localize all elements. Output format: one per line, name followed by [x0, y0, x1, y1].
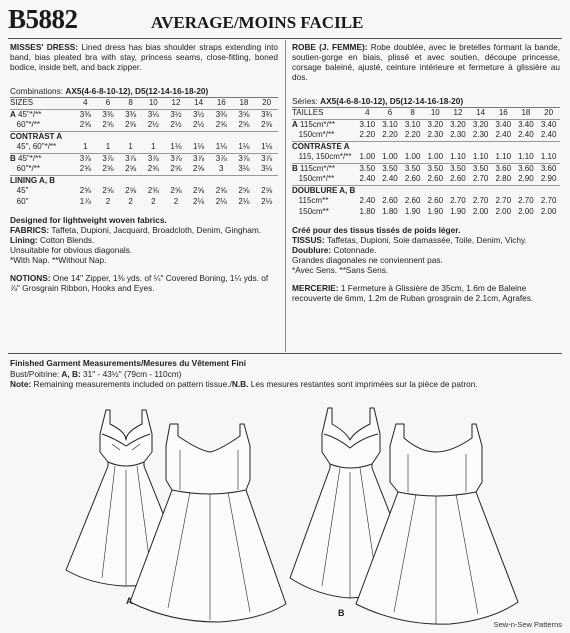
yardage-cell: 3⅜ — [97, 109, 120, 120]
yardage-cell: 2⅝ — [193, 186, 205, 195]
notions-text-fr: 1 Fermeture à Glissière de 35cm, 1.6m de Baleine recouverte de 6mm, 1.2m de Ruban grosgrain de 2.1cm, Agrafes. — [292, 283, 534, 303]
yardage-row — [10, 120, 278, 131]
yardage-cell: 3⅞ — [233, 153, 256, 164]
size-col-header: 14 — [194, 98, 204, 107]
fabrics — [10, 225, 278, 245]
section-title-row — [292, 141, 560, 152]
yardage-cell: 2 — [151, 196, 156, 206]
yardage-cell: 3⅞ — [142, 153, 165, 164]
yardage-cell: 2.60 — [382, 196, 398, 205]
yardage-cell: 2⅝ — [147, 186, 159, 195]
yardage-cell: 2.70 — [450, 196, 466, 205]
yardage-cell: 2½ — [170, 120, 182, 129]
yardage-cell: 3⅞ — [97, 153, 120, 164]
yardage-cell: 2⅝ — [125, 186, 137, 195]
yardage-cell: 1⅛ — [215, 142, 227, 151]
yardage-cell: 1.00 — [427, 152, 444, 161]
yardage-cell: 2⅝ — [147, 164, 159, 173]
yardage-cell: 2⅝ — [125, 164, 137, 173]
row-label — [292, 152, 356, 163]
description — [10, 42, 278, 72]
yardage-cell: 3.50 — [447, 163, 470, 174]
yardage-cell: 3.40 — [515, 119, 538, 130]
designed-for-fr: Créé pour des tissus tissés de poids léger. — [292, 225, 461, 235]
yardage-cell: 1.10 — [518, 152, 534, 161]
yardage-cell: 3.10 — [401, 119, 424, 130]
yardage-cell: 1.10 — [450, 152, 466, 161]
view-letter: B — [10, 153, 16, 163]
unsuitable-note-fr: Grandes diagonales ne conviennent pas. — [292, 255, 443, 265]
english-column — [10, 42, 278, 293]
yardage-cell: 2.90 — [518, 174, 534, 183]
yardage-cell: 3⅝ — [233, 109, 256, 120]
yardage-cell: 3.60 — [515, 163, 538, 174]
yardage-cell: 1.90 — [404, 206, 421, 216]
fabric-width: 60" — [16, 196, 29, 206]
yardage-cell: 2.40 — [495, 130, 512, 139]
bust-label: Bust/Poitrine: — [10, 368, 60, 379]
yardage-cell: 3½ — [187, 109, 210, 120]
section-title-row — [10, 175, 278, 186]
yardage-cell: 3⅞ — [165, 153, 188, 164]
yardage-cell: 1 — [128, 142, 133, 151]
notions-text: One 14" Zipper, 1⅜ yds. of ¼" Covered Boning, 1¼ yds. of ⅞" Grosgrain Ribbon, Hooks and Eyes. — [10, 273, 269, 293]
fabric-width: 115cm** — [298, 196, 329, 205]
description-title-fr: ROBE (J. FEMME): — [292, 42, 368, 52]
sizes-label: TAILLES — [292, 108, 324, 117]
yardage-cell: 3⅜ — [119, 109, 142, 120]
fabric-width: 150cm** — [298, 206, 329, 216]
row-label — [292, 163, 356, 174]
combinations-value-fr: AX5(4-6-8-10-12), D5(12-14-16-18-20) — [320, 96, 464, 106]
fabric-width: 60"*/** — [16, 164, 40, 173]
row-label — [10, 109, 74, 120]
yardage-cell: 1 — [151, 142, 156, 151]
yardage-cell: 2.60 — [427, 174, 444, 183]
yardage-cell: 2⅝ — [261, 186, 273, 195]
fabric-width: 115cm*/** — [300, 163, 335, 173]
size-col-header: 10 — [430, 108, 440, 117]
sizes-label: SIZES — [10, 98, 34, 107]
row-label — [10, 197, 74, 208]
fabric-width: 150cm*/** — [298, 130, 335, 139]
note-fr-text: Les mesures restantes sont imprimées sur la pièce de patron. — [248, 379, 478, 389]
section-title-row — [292, 185, 560, 196]
row-label — [10, 153, 74, 164]
yardage-cell: 3.10 — [356, 119, 379, 130]
view-letter: B — [292, 163, 298, 173]
size-col-header: 16 — [498, 108, 508, 117]
yardage-cell: 3.50 — [424, 163, 447, 174]
size-col-header: 8 — [410, 108, 415, 117]
lining-label-fr: Doublure: — [292, 245, 332, 255]
notions-fr — [292, 283, 560, 303]
size-col-header: 8 — [128, 98, 133, 107]
view-b-label: B — [338, 608, 345, 618]
row-label — [292, 207, 356, 218]
yardage-cell: 2.70 — [518, 196, 534, 205]
yardage-cell: 2⅝ — [170, 164, 182, 173]
yardage-cell: 2.20 — [382, 130, 398, 139]
yardage-cell: 1.10 — [472, 152, 489, 161]
yardage-cell: 2.00 — [495, 206, 512, 216]
section-rule — [8, 353, 562, 354]
yardage-cell: 2⅝ — [125, 120, 137, 129]
yardage-row — [292, 119, 560, 130]
view-letter: A — [10, 109, 16, 119]
row-label — [292, 174, 356, 185]
fabrics-text: Taffeta, Dupioni, Jacquard, Broadcloth, Denim, Gingham. — [49, 225, 262, 235]
row-label — [292, 196, 356, 207]
yardage-cell: 2⅝ — [79, 186, 91, 195]
yardage-cell: 1⅞ — [79, 196, 91, 206]
yardage-cell: 2⅛ — [261, 196, 273, 206]
yardage-cell: 2⅛ — [215, 196, 227, 206]
yardage-cell: 2.60 — [404, 174, 421, 183]
note-text: Remaining measurements included on pattern tissue./ — [31, 379, 232, 389]
yardage-cell: 3.20 — [469, 119, 492, 130]
row-label — [10, 164, 74, 175]
bust-measurement — [10, 369, 562, 380]
yardage-cell: 2.80 — [495, 174, 512, 183]
description-text-fr: Robe doublée, avec le bretelles formant la bande, soutien-gorge en biais, plissé et avec soutien, découpe princesse, corsage baleiné, ajusté, ceinture intérieure et fermeture à glissière au dos. — [292, 42, 560, 82]
yardage-cell: 1.00 — [382, 152, 398, 161]
yardage-cell: 3⅞ — [255, 153, 278, 164]
yardage-table — [10, 98, 278, 207]
yardage-cell: 1 — [105, 142, 111, 151]
description-title: MISSES' DRESS: — [10, 42, 79, 52]
fabrics-fr — [292, 235, 560, 255]
yardage-cell: 3.20 — [424, 119, 447, 130]
row-label — [10, 142, 74, 153]
yardage-cell: 2.40 — [518, 130, 534, 139]
yardage-cell: 2⅝ — [261, 120, 273, 129]
yardage-cell: 3.40 — [492, 119, 515, 130]
yardage-cell: 2.30 — [472, 130, 489, 139]
unsuitable-note: Unsuitable for obvious diagonals. — [10, 245, 133, 255]
yardage-cell: 2⅛ — [193, 196, 205, 206]
yardage-cell: 2 — [173, 196, 179, 206]
combinations-fr — [292, 96, 560, 108]
fabrics-label: FABRICS: — [10, 225, 50, 235]
yardage-cell: 1.00 — [359, 152, 376, 161]
yardage-cell: 1⅛ — [261, 142, 273, 151]
fabric-width: 45", 60"*/** — [16, 142, 57, 151]
yardage-row — [10, 186, 278, 197]
description-text: Lined dress has bias shoulder straps extending into band, bias pleated bra with stay, princess seams, close-fitting, boned bodice, inside belt, and back zipper. — [10, 42, 278, 72]
row-label — [292, 119, 356, 130]
section-title: CONTRAST A — [10, 131, 278, 142]
yardage-cell: 3½ — [165, 109, 188, 120]
view-a-label: A — [126, 596, 133, 606]
size-col-header: 20 — [262, 98, 272, 107]
yardage-cell: 2½ — [147, 120, 159, 129]
yardage-cell: 2.70 — [472, 196, 489, 205]
note-fr-label: N.B. — [231, 379, 249, 389]
yardage-cell: 2.30 — [450, 130, 466, 139]
yardage-cell: 2⅝ — [102, 164, 114, 173]
yardage-cell: 2.40 — [382, 174, 398, 183]
yardage-cell: 2⅝ — [102, 186, 114, 195]
yardage-cell: 3.50 — [356, 163, 379, 174]
yardage-cell: 2.70 — [472, 174, 489, 183]
yardage-cell: 2.20 — [359, 130, 376, 139]
column-divider — [285, 40, 286, 352]
yardage-cell: 2.60 — [450, 174, 466, 183]
fabric-width: 115, 150cm*/** — [298, 152, 352, 161]
yardage-row — [10, 109, 278, 120]
yardage-cell: 2.00 — [518, 206, 534, 216]
fabric-width: 150cm*/** — [298, 174, 335, 183]
yardage-row — [292, 152, 560, 163]
yardage-cell: 3⅛ — [238, 164, 250, 173]
yardage-cell: 2.00 — [472, 206, 489, 216]
yardage-cell: 3⅞ — [210, 153, 233, 164]
fabric-width: 45"*/** — [18, 153, 42, 163]
lining-text: Cotton Blends. — [37, 235, 95, 245]
section-title: CONTRASTE A — [292, 141, 560, 152]
section-title: DOUBLURE A, B — [292, 185, 560, 196]
yardage-cell: 2⅝ — [215, 186, 227, 195]
size-col-header: 6 — [105, 98, 111, 107]
nap-note: *With Nap. **Without Nap. — [10, 255, 107, 265]
yardage-cell: 2⅝ — [238, 120, 250, 129]
size-col-header: 4 — [83, 98, 88, 107]
size-header-row — [10, 98, 278, 109]
size-col-header: 18 — [521, 108, 531, 117]
section-title-row — [10, 131, 278, 142]
lining-text-fr: Cotonnade. — [331, 245, 377, 255]
yardage-cell: 3.60 — [492, 163, 515, 174]
fabric-width: 45"*/** — [18, 109, 42, 119]
nap-note-fr: *Avec Sens. **Sans Sens. — [292, 265, 389, 275]
bust-value: 31" - 43½" (79cm - 110cm) — [80, 368, 182, 379]
size-col-header: 12 — [171, 98, 181, 107]
yardage-cell: 1.10 — [495, 152, 512, 161]
yardage-cell: 1 — [83, 142, 88, 151]
yardage-cell: 3⅜ — [74, 109, 97, 120]
yardage-cell: 3 — [219, 164, 224, 173]
designed-for: Designed for lightweight woven fabrics. — [10, 215, 167, 225]
watermark: Sew-n-Sew Patterns — [493, 620, 562, 629]
finished-note — [10, 379, 562, 390]
bust-views: A, B: — [59, 368, 81, 379]
notions — [10, 273, 278, 293]
yardage-cell: 3⅞ — [74, 153, 97, 164]
yardage-cell: 3⅞ — [187, 153, 210, 164]
yardage-cell: 3⅞ — [119, 153, 142, 164]
yardage-cell: 2⅝ — [79, 120, 91, 129]
yardage-cell: 1.80 — [359, 206, 376, 216]
row-label — [10, 186, 74, 197]
yardage-cell: 3.10 — [379, 119, 402, 130]
description-fr — [292, 42, 560, 82]
yardage-cell: 1.90 — [450, 206, 466, 216]
size-col-header: 10 — [148, 98, 158, 107]
notions-label-fr: MERCERIE: — [292, 283, 339, 293]
header — [6, 4, 564, 38]
yardage-cell: 2.00 — [540, 206, 557, 216]
yardage-table-fr — [292, 108, 560, 217]
fabrics-label-fr: TISSUS: — [292, 235, 325, 245]
yardage-cell: 2⅝ — [193, 164, 205, 173]
yardage-cell: 2⅝ — [215, 120, 227, 129]
size-col-header: 4 — [365, 108, 370, 117]
yardage-cell: 1.90 — [427, 206, 444, 216]
finished-measurements — [10, 358, 562, 390]
yardage-cell: 2.60 — [427, 196, 444, 205]
fabrics-text-fr: Taffetas, Dupioni, Soie damassée, Toile, Denim, Vichy. — [324, 235, 527, 245]
size-header-row — [292, 108, 560, 119]
yardage-cell: 3.40 — [537, 119, 560, 130]
yardage-row — [292, 163, 560, 174]
yardage-cell: 1.10 — [540, 152, 557, 161]
yardage-cell: 2.40 — [359, 174, 376, 183]
yardage-cell: 2½ — [193, 120, 205, 129]
yardage-cell: 2.20 — [404, 130, 421, 139]
yardage-cell: 1.80 — [382, 206, 398, 216]
yardage-cell: 2⅝ — [238, 186, 250, 195]
notions-label: NOTIONS: — [10, 273, 51, 283]
french-column — [292, 42, 560, 303]
yardage-cell: 2.60 — [404, 196, 421, 205]
combinations — [10, 86, 278, 98]
combinations-value: AX5(4-6-8-10-12), D5(12-14-16-18-20) — [65, 86, 209, 96]
size-col-header: 14 — [476, 108, 486, 117]
combinations-label: Combinations: — [10, 86, 64, 96]
yardage-cell: 3.20 — [447, 119, 470, 130]
row-label — [292, 130, 356, 141]
yardage-cell: 1.00 — [404, 152, 421, 161]
yardage-row — [292, 130, 560, 141]
yardage-cell: 3⅛ — [261, 164, 273, 173]
fabric-width: 45" — [16, 186, 29, 195]
note-label: Note: — [10, 379, 32, 389]
yardage-cell: 2⅛ — [238, 196, 250, 206]
yardage-cell: 1⅛ — [170, 142, 182, 151]
yardage-cell: 2⅝ — [170, 186, 182, 195]
yardage-cell: 3.50 — [469, 163, 492, 174]
technical-drawings — [60, 390, 550, 630]
size-col-header: 12 — [453, 108, 463, 117]
yardage-cell: 3.50 — [379, 163, 402, 174]
yardage-row — [10, 164, 278, 175]
combinations-label-fr: Séries: — [292, 96, 318, 106]
size-col-header: 16 — [216, 98, 226, 107]
yardage-cell: 2.70 — [495, 196, 512, 205]
row-label — [10, 120, 74, 131]
finished-title: Finished Garment Measurements/Mesures du Vêtement Fini — [10, 358, 247, 368]
yardage-row — [292, 196, 560, 207]
section-title: LINING A, B — [10, 175, 278, 186]
lining-label: Lining: — [10, 235, 38, 245]
yardage-row — [10, 153, 278, 164]
yardage-cell: 2.30 — [427, 130, 444, 139]
yardage-cell: 1⅛ — [193, 142, 205, 151]
yardage-cell: 3¾ — [255, 109, 278, 120]
yardage-cell: 2.90 — [540, 174, 557, 183]
difficulty-level: AVERAGE/MOINS FACILE — [151, 13, 364, 32]
yardage-row — [10, 197, 278, 208]
yardage-cell: 3⅛ — [142, 109, 165, 120]
yardage-cell: 2⅝ — [102, 120, 114, 129]
yardage-cell: 2⅝ — [79, 164, 91, 173]
yardage-row — [10, 142, 278, 153]
yardage-row — [292, 207, 560, 218]
pattern-number: B5882 — [8, 4, 78, 34]
size-col-header: 20 — [544, 108, 554, 117]
view-letter: A — [292, 119, 298, 129]
yardage-cell: 2 — [105, 196, 111, 206]
header-rule — [8, 38, 562, 39]
yardage-cell: 2 — [128, 196, 133, 206]
yardage-cell: 3⅜ — [210, 109, 233, 120]
size-col-header: 6 — [387, 108, 393, 117]
yardage-cell: 1⅛ — [238, 142, 250, 151]
yardage-cell: 2.40 — [359, 196, 376, 205]
size-col-header: 18 — [239, 98, 249, 107]
yardage-cell: 2.40 — [540, 130, 557, 139]
fabric-width: 115cm*/** — [300, 119, 335, 129]
yardage-cell: 3.60 — [537, 163, 560, 174]
yardage-row — [292, 174, 560, 185]
fabric-width: 60"*/** — [16, 120, 40, 129]
yardage-cell: 3.50 — [401, 163, 424, 174]
yardage-cell: 2.70 — [540, 196, 557, 205]
